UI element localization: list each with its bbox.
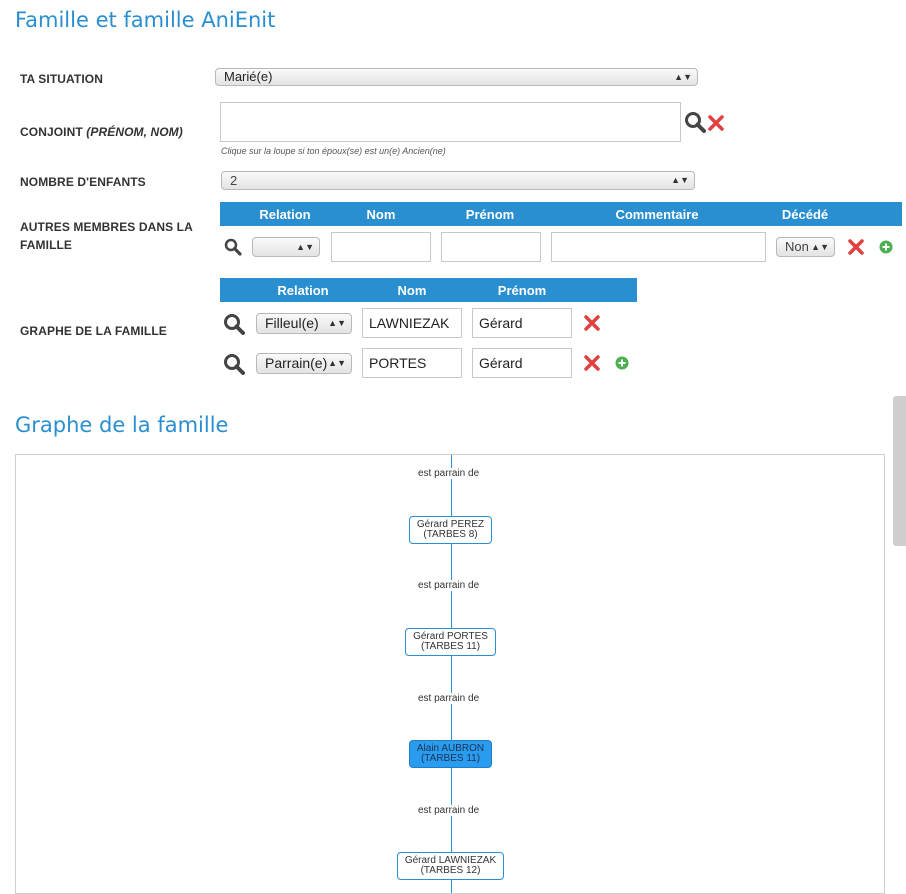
family-graph-header xyxy=(220,278,637,302)
graph-row2-relation-select[interactable] xyxy=(256,353,352,374)
spouse-hint: Clique sur la loupe si ton époux(se) est un(e) Ancien(ne) xyxy=(221,146,446,156)
header-decede: Décédé xyxy=(781,207,829,222)
children-label: NOMBRE D'ENFANTS xyxy=(20,175,146,189)
member-search-icon[interactable] xyxy=(224,238,242,256)
member-nom-input[interactable] xyxy=(331,232,431,262)
situation-select[interactable] xyxy=(215,68,698,86)
graph-header-prenom: Prénom xyxy=(497,283,547,298)
graph-header-nom: Nom xyxy=(397,283,427,298)
situation-value: Marié(e) xyxy=(224,69,273,84)
graph-node-name: Alain AUBRON xyxy=(416,743,485,754)
graph-node-sub: (TARBES 8) xyxy=(423,529,478,540)
graph-node[interactable] xyxy=(409,516,492,544)
children-value: 2 xyxy=(230,173,238,188)
header-prenom: Prénom xyxy=(465,207,515,222)
select-arrows-icon: ▲▼ xyxy=(811,241,829,252)
graph-header-relation: Relation xyxy=(277,283,329,298)
graph-row2-search-icon[interactable] xyxy=(223,353,245,375)
graph-node-name: Gérard PORTES xyxy=(413,631,488,642)
section-title-graph: Graphe de la famille xyxy=(15,413,229,437)
graph-row2-nom-input[interactable]: PORTES xyxy=(362,348,462,378)
graph-node-sub: (TARBES 11) xyxy=(420,753,481,764)
page-scrollbar-thumb[interactable] xyxy=(893,396,906,546)
spouse-delete-icon[interactable] xyxy=(707,114,725,132)
graph-row2-prenom-input[interactable]: Gérard xyxy=(472,348,572,378)
family-graph-label: GRAPHE DE LA FAMILLE xyxy=(20,324,167,338)
graph-row1-search-icon[interactable] xyxy=(223,313,245,335)
edge-label: est parrain de xyxy=(418,580,480,591)
other-members-label-line2: FAMILLE xyxy=(20,238,73,252)
graph-add-icon[interactable] xyxy=(615,356,629,370)
edge-label: est parrain de xyxy=(418,468,480,479)
spouse-search-icon[interactable] xyxy=(684,111,706,133)
member-delete-icon[interactable] xyxy=(847,238,865,256)
other-members-label-line1: AUTRES MEMBRES DANS LA xyxy=(20,220,193,234)
select-arrows-icon: ▲▼ xyxy=(674,71,692,82)
graph-row1-nom-input[interactable]: LAWNIEZAK xyxy=(362,308,462,338)
select-arrows-icon: ▲▼ xyxy=(328,318,346,328)
other-members-label xyxy=(20,218,193,254)
situation-label: TA SITUATION xyxy=(20,72,103,86)
graph-row1-prenom-input[interactable]: Gérard xyxy=(472,308,572,338)
member-commentaire-input[interactable] xyxy=(551,232,766,262)
select-arrows-icon: ▲▼ xyxy=(296,241,314,252)
member-prenom-input[interactable] xyxy=(441,232,541,262)
member-add-icon[interactable] xyxy=(879,240,893,254)
graph-node-name: Gérard LAWNIEZAK xyxy=(404,855,497,866)
graph-node[interactable] xyxy=(405,628,496,656)
member-decede-select[interactable] xyxy=(776,237,835,257)
member-relation-select[interactable] xyxy=(252,237,320,257)
member-decede-value: Non xyxy=(785,239,809,254)
graph-node-name: Gérard PEREZ xyxy=(416,519,485,530)
graph-row1-delete-icon[interactable] xyxy=(583,314,601,332)
header-nom: Nom xyxy=(366,207,396,222)
header-relation: Relation xyxy=(259,207,311,222)
graph-row1-relation-value: Filleul(e) xyxy=(265,315,319,331)
select-arrows-icon: ▲▼ xyxy=(671,175,689,185)
children-select[interactable] xyxy=(221,171,695,190)
edge-label: est parrain de xyxy=(418,693,480,704)
graph-node-sub: (TARBES 12) xyxy=(420,865,481,876)
spouse-label-em: (PRÉNOM, NOM) xyxy=(86,125,183,139)
spouse-label-main: CONJOINT xyxy=(20,125,83,139)
spouse-input[interactable] xyxy=(220,102,681,142)
graph-row1-relation-select[interactable] xyxy=(256,313,352,334)
select-arrows-icon: ▲▼ xyxy=(328,358,346,368)
edge-label: est parrain de xyxy=(418,805,480,816)
graph-row2-relation-value: Parrain(e) xyxy=(265,355,328,371)
section-title-family: Famille et famille AniEnit xyxy=(15,8,276,32)
graph-node-sub: (TARBES 11) xyxy=(420,641,481,652)
graph-row2-delete-icon[interactable] xyxy=(583,354,601,372)
family-graph-canvas[interactable] xyxy=(15,454,885,894)
header-commentaire: Commentaire xyxy=(615,207,699,222)
graph-node-selected[interactable] xyxy=(409,740,492,768)
spouse-label xyxy=(20,125,183,139)
other-members-header xyxy=(220,202,902,226)
graph-node[interactable] xyxy=(397,852,504,880)
